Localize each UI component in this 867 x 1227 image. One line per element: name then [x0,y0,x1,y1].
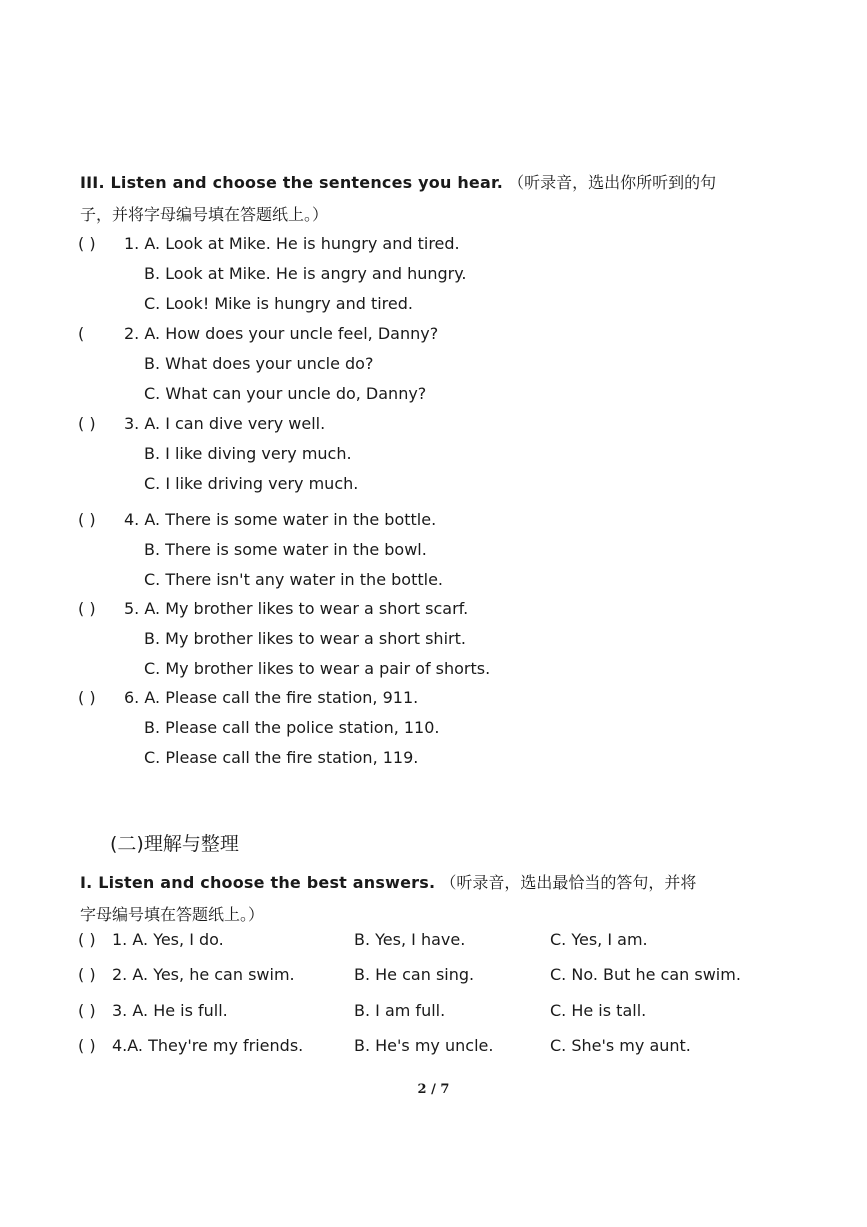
option-b: B. What does your uncle do? [144,354,374,373]
option-a: 4.A. They're my friends. [112,1036,304,1055]
part2-title: (二)理解与整理 [110,833,239,855]
option-b: B. Please call the police station, 110. [144,718,440,737]
question-5 [78,594,838,684]
option-b: B. Look at Mike. He is angry and hungry. [144,264,467,283]
answer-blank[interactable]: ( ) [78,510,96,529]
option-c: C. I like driving very much. [144,474,359,493]
answer-blank[interactable]: ( ) [78,688,96,707]
answer-blank[interactable]: ( [78,324,85,343]
option-b: B. I am full. [354,1001,446,1020]
question-6 [78,683,838,773]
page-number: 2 / 7 [417,1082,450,1097]
section3-heading-cn-2: 子，并将字母编号填在答题纸上。） [80,205,329,224]
option-c: C. Please call the fire station, 119. [144,748,419,767]
option-a: 2. A. Yes, he can swim. [112,965,295,984]
option-b: B. There is some water in the bowl. [144,540,427,559]
answer-blank[interactable]: ( ) [78,1036,96,1055]
section3-heading-cn-1: （听录音，选出你所听到的句 [508,173,717,192]
option-c: C. There isn't any water in the bottle. [144,570,443,589]
part2-heading-en: I. Listen and choose the best answers. [80,873,436,892]
option-c: C. She's my aunt. [550,1036,691,1055]
part2-heading-cn-1: （听录音，选出最恰当的答句，并将 [440,873,697,892]
part2-heading-cn-2: 字母编号填在答题纸上。） [80,905,265,924]
answer-blank[interactable]: ( ) [78,599,96,618]
option-a: 2. A. How does your uncle feel, Danny? [124,324,439,343]
option-b: B. Yes, I have. [354,930,466,949]
answer-row-4 [78,1030,838,1062]
section3-heading-line2 [80,200,780,230]
option-a: 4. A. There is some water in the bottle. [124,510,437,529]
question-3 [78,409,838,499]
section3-heading [80,168,780,198]
option-a: 5. A. My brother likes to wear a short scarf. [124,599,469,618]
answer-blank[interactable]: ( ) [78,1001,96,1020]
question-1 [78,229,838,319]
question-4 [78,505,838,595]
question-2 [78,319,838,409]
option-c: C. Yes, I am. [550,930,648,949]
answer-row-2 [78,959,838,991]
section3-heading-en: III. Listen and choose the sentences you hear. [80,173,504,192]
answer-blank[interactable]: ( ) [78,234,96,253]
option-b: B. He can sing. [354,965,475,984]
option-c: C. No. But he can swim. [550,965,741,984]
answer-blank[interactable]: ( ) [78,930,96,949]
option-a: 3. A. I can dive very well. [124,414,326,433]
answer-row-3 [78,995,838,1027]
part2-heading [80,868,780,898]
answer-blank[interactable]: ( ) [78,965,96,984]
option-c: C. What can your uncle do, Danny? [144,384,427,403]
answer-blank[interactable]: ( ) [78,414,96,433]
option-b: B. He's my uncle. [354,1036,494,1055]
option-a: 6. A. Please call the fire station, 911. [124,688,419,707]
option-a: 1. A. Look at Mike. He is hungry and tired. [124,234,460,253]
option-c: C. My brother likes to wear a pair of shorts. [144,659,491,678]
option-a: 3. A. He is full. [112,1001,228,1020]
answer-row-1 [78,924,838,956]
option-c: C. He is tall. [550,1001,647,1020]
option-c: C. Look! Mike is hungry and tired. [144,294,413,313]
option-a: 1. A. Yes, I do. [112,930,224,949]
option-b: B. I like diving very much. [144,444,352,463]
option-b: B. My brother likes to wear a short shirt. [144,629,466,648]
